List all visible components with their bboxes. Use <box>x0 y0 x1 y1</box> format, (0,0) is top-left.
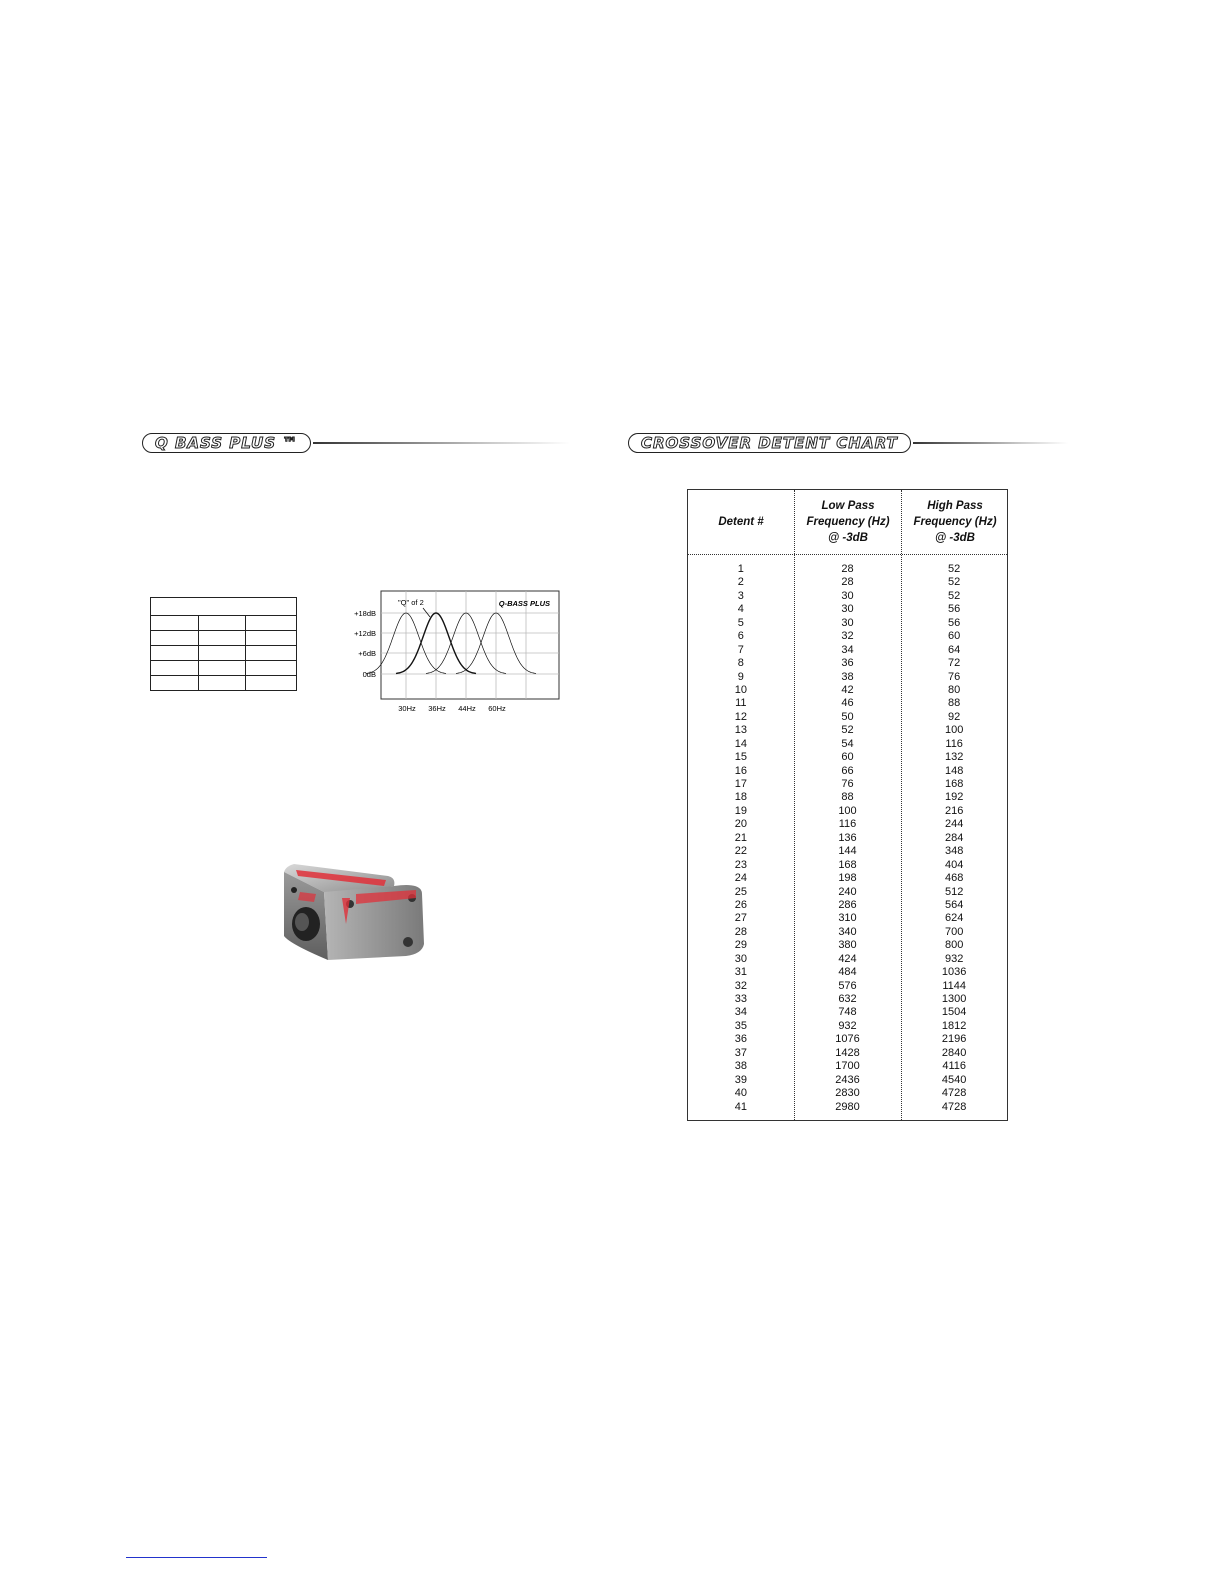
table-row <box>688 576 1007 589</box>
table-row <box>688 1087 1007 1100</box>
low-pass-cell: 632 <box>838 993 857 1005</box>
low-pass-cell: 66 <box>841 764 854 777</box>
table-row <box>688 711 1007 724</box>
low-pass-cell: 60 <box>841 751 854 764</box>
low-pass-cell: 1428 <box>835 1046 860 1059</box>
table-row <box>688 617 1007 630</box>
table-row <box>688 966 1007 979</box>
low-pass-cell: 1700 <box>835 1060 860 1073</box>
detent-cell: 38 <box>734 1060 747 1073</box>
table-row <box>688 563 1007 576</box>
detent-cell: 30 <box>734 952 747 965</box>
x-tick-36hz: 36Hz <box>428 704 446 713</box>
footer-rule <box>126 1557 267 1558</box>
high-pass-cell: 932 <box>944 952 964 965</box>
table-rule <box>151 645 296 646</box>
detent-cell: 29 <box>734 939 747 952</box>
high-pass-cell: 216 <box>944 804 964 817</box>
low-pass-cell: 484 <box>838 966 857 979</box>
low-pass-cell: 286 <box>838 898 857 911</box>
table-row <box>688 939 1007 952</box>
high-pass-cell: 100 <box>944 724 964 737</box>
detent-cell: 2 <box>737 576 744 589</box>
high-pass-cell: 64 <box>948 643 961 656</box>
low-pass-cell: 168 <box>838 858 857 871</box>
knob-highlight <box>295 913 309 931</box>
table-row <box>688 993 1007 1006</box>
low-pass-cell: 32 <box>841 630 854 643</box>
table-divider <box>198 615 199 690</box>
table-row <box>688 630 1007 643</box>
bass-remote-knob-icon <box>276 832 426 967</box>
high-pass-cell: 564 <box>944 898 964 911</box>
detent-cell: 25 <box>734 885 747 898</box>
table-rule <box>151 630 296 631</box>
table-body <box>688 563 1007 1114</box>
high-pass-cell: 1036 <box>941 966 967 979</box>
q-bass-plus-title: Q BASS PLUS ™ <box>142 433 311 453</box>
header-low-line2: Frequency (Hz) <box>806 516 890 528</box>
low-pass-cell: 310 <box>838 912 857 925</box>
q-settings-table <box>150 597 297 691</box>
low-pass-cell: 28 <box>841 576 854 589</box>
detent-cell: 8 <box>737 657 744 670</box>
high-pass-cell: 148 <box>944 764 964 777</box>
table-row <box>688 644 1007 657</box>
detent-cell: 40 <box>734 1087 747 1100</box>
high-pass-cell: 88 <box>948 697 961 710</box>
low-pass-cell: 116 <box>838 818 857 831</box>
detent-cell: 24 <box>734 872 747 885</box>
low-pass-cell: 88 <box>841 791 854 804</box>
detent-cell: 9 <box>737 670 744 683</box>
detent-cell: 27 <box>734 912 747 925</box>
detent-cell: 35 <box>734 1019 747 1032</box>
detent-cell: 28 <box>734 925 747 938</box>
crossover-chart-banner <box>628 430 1068 456</box>
detent-cell: 5 <box>737 616 744 629</box>
high-pass-cell: 52 <box>948 589 961 602</box>
detent-cell: 31 <box>734 966 747 979</box>
table-row <box>688 953 1007 966</box>
table-row <box>688 738 1007 751</box>
table-row <box>688 1074 1007 1087</box>
high-pass-cell: 116 <box>945 737 963 750</box>
low-pass-cell: 100 <box>838 804 857 817</box>
crossover-detent-table <box>687 489 1008 1121</box>
table-row <box>688 805 1007 818</box>
table-row <box>688 845 1007 858</box>
high-pass-cell: 168 <box>944 778 964 790</box>
header-low-pass <box>795 490 901 554</box>
detent-cell: 10 <box>734 683 747 696</box>
low-pass-cell: 340 <box>838 925 857 938</box>
table-row <box>688 724 1007 737</box>
low-pass-cell: 50 <box>841 710 854 723</box>
low-pass-cell: 2830 <box>835 1087 860 1100</box>
low-pass-cell: 30 <box>841 616 854 629</box>
y-tick-18: +18dB <box>354 609 376 618</box>
detent-cell: 18 <box>734 791 747 804</box>
table-row <box>688 684 1007 697</box>
detent-cell: 17 <box>734 778 747 790</box>
table-row <box>688 603 1007 616</box>
low-pass-cell: 144 <box>838 845 857 858</box>
detent-cell: 39 <box>734 1073 747 1086</box>
high-pass-cell: 800 <box>944 939 964 952</box>
header-low-line1: Low Pass <box>821 500 875 512</box>
detent-cell: 14 <box>734 737 747 750</box>
detent-cell: 41 <box>734 1100 747 1113</box>
detent-cell: 7 <box>737 643 744 656</box>
header-high-line1: High Pass <box>927 500 983 512</box>
low-pass-cell: 52 <box>841 724 854 737</box>
table-row <box>688 872 1007 885</box>
low-pass-cell: 46 <box>841 697 854 710</box>
high-pass-cell: 52 <box>948 576 961 589</box>
header-high-line3: @ -3dB <box>935 532 975 544</box>
detent-cell: 26 <box>734 898 747 911</box>
low-pass-cell: 424 <box>838 952 857 965</box>
low-pass-cell: 240 <box>838 885 857 898</box>
x-tick-30hz: 30Hz <box>398 704 416 713</box>
detent-cell: 13 <box>734 724 747 737</box>
table-row <box>688 818 1007 831</box>
high-pass-cell: 132 <box>944 751 964 764</box>
high-pass-cell: 348 <box>944 845 964 858</box>
high-pass-cell: 512 <box>944 885 964 898</box>
header-detent <box>688 490 794 554</box>
crossover-chart-title: CROSSOVER DETENT CHART <box>628 433 911 453</box>
high-pass-cell: 2196 <box>941 1033 967 1046</box>
low-pass-cell: 576 <box>838 979 857 992</box>
table-divider <box>245 615 246 690</box>
table-row <box>688 1020 1007 1033</box>
detent-cell: 1 <box>737 563 744 575</box>
detent-cell: 32 <box>734 979 747 992</box>
high-pass-cell: 56 <box>948 603 961 616</box>
table-row <box>688 926 1007 939</box>
low-pass-cell: 34 <box>841 643 854 656</box>
table-row <box>688 791 1007 804</box>
high-pass-cell: 56 <box>948 616 961 629</box>
detent-cell: 20 <box>734 818 747 831</box>
table-row <box>688 1101 1007 1114</box>
low-pass-cell: 76 <box>841 778 854 790</box>
low-pass-cell: 30 <box>841 603 854 616</box>
table-row <box>688 886 1007 899</box>
table-row <box>688 899 1007 912</box>
detent-cell: 33 <box>734 993 747 1005</box>
q-annotation: "Q" of 2 <box>398 598 424 607</box>
table-row <box>688 657 1007 670</box>
low-pass-cell: 1076 <box>835 1033 860 1046</box>
low-pass-cell: 38 <box>841 670 854 683</box>
high-pass-cell: 4540 <box>941 1073 967 1086</box>
table-rule <box>151 615 296 616</box>
screw-hole <box>403 937 413 947</box>
table-row <box>688 765 1007 778</box>
q-bass-plus-banner <box>142 430 570 456</box>
table-rule <box>151 660 296 661</box>
low-pass-cell: 2980 <box>835 1100 860 1113</box>
high-pass-cell: 60 <box>948 630 961 643</box>
high-pass-cell: 4728 <box>941 1087 967 1100</box>
high-pass-cell: 1300 <box>941 993 967 1005</box>
low-pass-cell: 42 <box>841 683 854 696</box>
low-pass-cell: 932 <box>838 1019 857 1032</box>
detent-cell: 21 <box>734 831 747 844</box>
high-pass-cell: 80 <box>948 683 961 696</box>
high-pass-cell: 4116 <box>942 1060 966 1073</box>
detent-cell: 4 <box>737 603 744 616</box>
detent-cell: 37 <box>734 1046 747 1059</box>
detent-cell: 34 <box>734 1006 747 1019</box>
x-tick-60hz: 60Hz <box>488 704 506 713</box>
high-pass-cell: 52 <box>948 563 961 575</box>
low-pass-cell: 380 <box>838 939 857 952</box>
table-row <box>688 980 1007 993</box>
banner-rule <box>313 442 570 444</box>
low-pass-cell: 54 <box>841 737 854 750</box>
table-row <box>688 859 1007 872</box>
table-row <box>688 697 1007 710</box>
detent-cell: 11 <box>735 697 747 710</box>
screw-hole <box>291 887 297 893</box>
y-tick-6: +6dB <box>358 649 376 658</box>
high-pass-cell: 700 <box>944 925 964 938</box>
detent-cell: 15 <box>734 751 747 764</box>
table-row <box>688 590 1007 603</box>
table-row <box>688 1060 1007 1073</box>
header-high-line2: Frequency (Hz) <box>913 516 997 528</box>
table-row <box>688 1047 1007 1060</box>
low-pass-cell: 30 <box>841 589 854 602</box>
header-high-pass <box>902 490 1008 554</box>
low-pass-cell: 198 <box>838 872 857 885</box>
high-pass-cell: 72 <box>948 657 961 670</box>
high-pass-cell: 192 <box>944 791 964 804</box>
high-pass-cell: 468 <box>944 872 964 885</box>
detent-cell: 22 <box>734 845 747 858</box>
low-pass-cell: 136 <box>838 831 857 844</box>
y-tick-12: +12dB <box>354 629 376 638</box>
table-row <box>688 778 1007 791</box>
high-pass-cell: 1504 <box>941 1006 967 1019</box>
detent-cell: 12 <box>734 710 747 723</box>
x-tick-44hz: 44Hz <box>458 704 476 713</box>
chart-brand: Q-BASS PLUS <box>498 599 550 608</box>
high-pass-cell: 76 <box>948 670 961 683</box>
high-pass-cell: 404 <box>944 858 964 871</box>
low-pass-cell: 28 <box>841 563 854 575</box>
detent-cell: 3 <box>737 589 744 602</box>
low-pass-cell: 748 <box>838 1006 857 1019</box>
detent-cell: 23 <box>734 858 747 871</box>
table-rule <box>151 675 296 676</box>
high-pass-cell: 2840 <box>941 1046 967 1059</box>
detent-cell: 19 <box>734 804 747 817</box>
table-row <box>688 1033 1007 1046</box>
detent-cell: 36 <box>734 1033 747 1046</box>
high-pass-cell: 624 <box>944 912 964 925</box>
table-row <box>688 751 1007 764</box>
high-pass-cell: 284 <box>944 831 964 844</box>
table-row <box>688 832 1007 845</box>
table-row <box>688 1006 1007 1019</box>
low-pass-cell: 2436 <box>835 1073 860 1086</box>
header-detent-label: Detent # <box>718 516 764 528</box>
table-row <box>688 671 1007 684</box>
low-pass-cell: 36 <box>841 657 854 670</box>
table-row <box>688 912 1007 925</box>
high-pass-cell: 92 <box>948 710 961 723</box>
high-pass-cell: 244 <box>944 818 964 831</box>
high-pass-cell: 1144 <box>942 979 966 992</box>
header-low-line3: @ -3dB <box>828 532 868 544</box>
q-bass-response-chart <box>348 588 568 716</box>
detent-cell: 6 <box>737 630 744 643</box>
detent-cell: 16 <box>734 764 747 777</box>
banner-rule <box>913 442 1068 444</box>
high-pass-cell: 4728 <box>941 1100 967 1113</box>
high-pass-cell: 1812 <box>941 1019 967 1032</box>
header-rule <box>688 554 1007 555</box>
y-tick-0: 0dB <box>362 670 376 679</box>
